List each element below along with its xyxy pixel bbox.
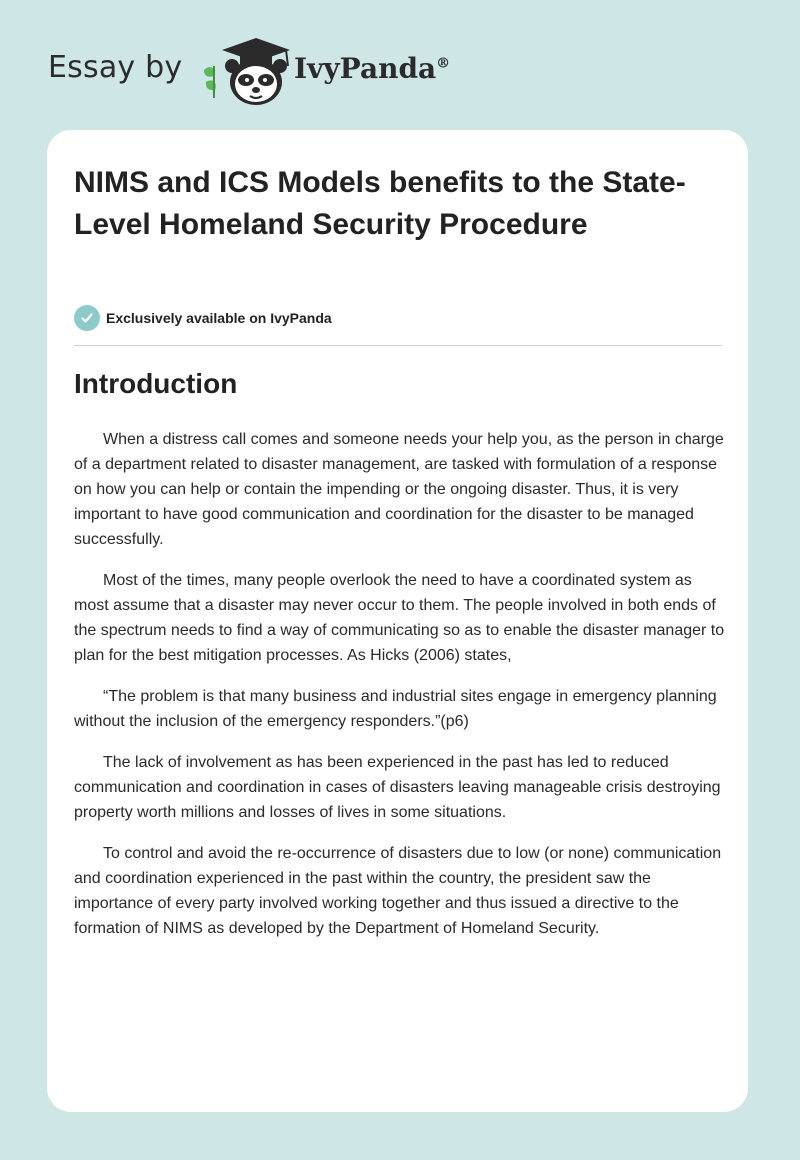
paragraph: The lack of involvement as has been experienced in the past has led to reduced communication and coordination in cases of disasters leaving manageable crisis destroying property worth millions and losses of lives in some situations. [74, 754, 721, 821]
paragraph: Most of the times, many people overlook the need to have a coordinated system as most assume that a disaster may never occur to them. The people involved in both ends of the spectrum needs to find a way of communicating so as to enable the disaster manager to plan for the best mitigation processes. As Hicks (2006) states, [74, 572, 725, 664]
section-heading: Introduction [74, 368, 238, 399]
essay-card [47, 130, 748, 1112]
panda-graduate-icon[interactable] [200, 36, 294, 108]
check-circle-icon [74, 305, 100, 331]
essay-by-label: Essay by [48, 50, 183, 85]
registered-mark: ® [436, 55, 451, 72]
brand-name[interactable]: IvyPanda® [294, 52, 451, 85]
exclusive-badge-label: Exclusively available on IvyPanda [106, 310, 332, 326]
exclusive-badge [74, 305, 332, 331]
site-header [0, 0, 800, 130]
paragraph: When a distress call comes and someone needs your help you, as the person in charge of a department related to disaster management, are tasked with formulation of a response on how you can help or contain the impending or the ongoing disaster. Thus, it is very important to have good communication and coordination for the disaster to be managed successfully. [74, 431, 724, 548]
paragraph: To control and avoid the re-occurrence of disasters due to low (or none) communication and coordination experienced in the past within the country, the president saw the importance of every party involved working together and thus issued a directive to the formation of NIMS as developed by the Department of Homeland Security. [74, 845, 722, 937]
quote-paragraph: “The problem is that many business and industrial sites engage in emergency planning without the inclusion of the emergency responders.”(p6) [74, 688, 717, 730]
page-title: NIMS and ICS Models benefits to the State-Level Homeland Security Procedure [74, 166, 686, 241]
article-body [74, 427, 726, 957]
divider [74, 345, 722, 346]
